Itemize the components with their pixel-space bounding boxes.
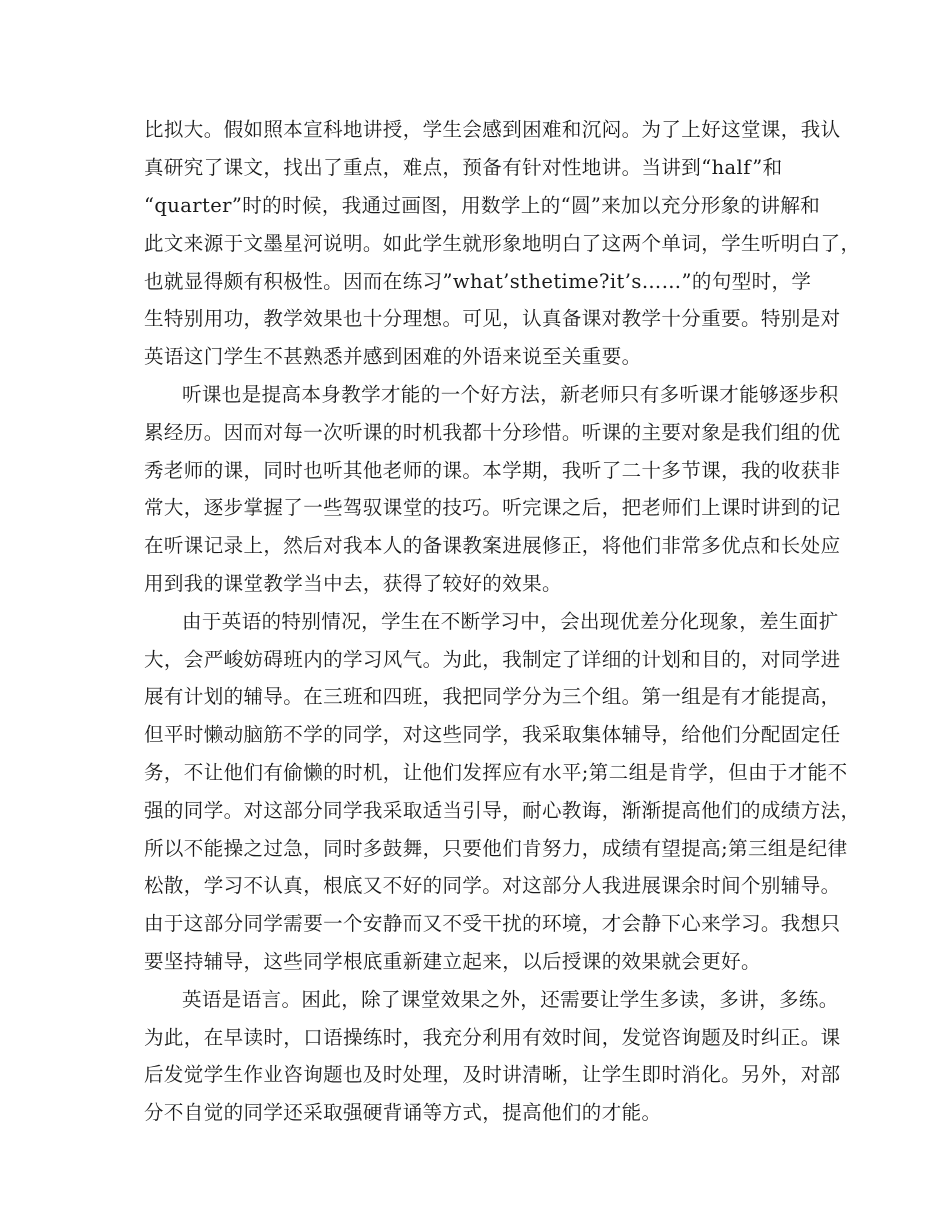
paragraph-first-line: 听课也是提高本身教学才能的一个好方法，新老师只有多听课才能够逐步积 <box>182 383 839 406</box>
text-line: 但平时懒动脑筋不学的同学，对这些同学，我采取集体辅导，给他们分配固定任 <box>144 723 841 746</box>
text-line: 松散，学习不认真，根底又不好的同学。对这部分人我进展课余时间个别辅导。 <box>144 874 841 897</box>
text-line: 累经历。因而对每一次听课的时机我都十分珍惜。听课的主要对象是我们组的优 <box>144 421 841 444</box>
text-line: 用到我的课堂教学当中去，获得了较好的效果。 <box>144 572 562 595</box>
text-line: 后发觉学生作业咨询题也及时处理，及时讲清晰，让学生即时消化。另外，对部 <box>144 1063 841 1086</box>
text-line: 分不自觉的同学还采取强硬背诵等方式，提高他们的才能。 <box>144 1101 662 1124</box>
text-line: “quarter”时的时候，我通过画图，用数学上的“圆”来加以充分形象的讲解和 <box>144 194 821 217</box>
text-line: 也就显得颇有积极性。因而在练习”what’sthetime?it’s……”的句型时，学 <box>144 270 812 293</box>
text-line: 所以不能操之过急，同时多鼓舞，只要他们肯努力，成绩有望提高;第三组是纪律 <box>144 837 848 860</box>
paragraph-first-line: 由于英语的特别情况，学生在不断学习中，会出现优差分化现象，差生面扩 <box>182 610 839 633</box>
text-line: 此文来源于文墨星河说明。如此学生就形象地明白了这两个单词，学生听明白了， <box>144 232 861 255</box>
paragraph-first-line: 英语是语言。困此，除了课堂效果之外，还需要让学生多读，多讲，多练。 <box>182 988 839 1011</box>
text-line: 比拟大。假如照本宣科地讲授，学生会感到困难和沉闷。为了上好这堂课，我认 <box>144 118 841 141</box>
text-line: 真研究了课文，找出了重点，难点，预备有针对性地讲。当讲到“half”和 <box>144 156 783 179</box>
text-line: 由于这部分同学需要一个安静而又不受干扰的环境，才会静下心来学习。我想只 <box>144 912 841 935</box>
text-line: 展有计划的辅导。在三班和四班，我把同学分为三个组。第一组是有才能提高， <box>144 685 841 708</box>
text-line: 秀老师的课，同时也听其他老师的课。本学期，我听了二十多节课，我的收获非 <box>144 459 841 482</box>
text-line: 要坚持辅导，这些同学根底重新建立起来，以后授课的效果就会更好。 <box>144 950 761 973</box>
text-line: 在听课记录上，然后对我本人的备课教案进展修正，将他们非常多优点和长处应 <box>144 534 841 557</box>
text-line: 英语这门学生不甚熟悉并感到困难的外语来说至关重要。 <box>144 345 642 368</box>
text-line: 大，会严峻妨碍班内的学习风气。为此，我制定了详细的计划和目的，对同学进 <box>144 648 841 671</box>
text-line: 为此，在早读时，口语操练时，我充分利用有效时间，发觉咨询题及时纠正。课 <box>144 1026 841 1049</box>
text-line: 强的同学。对这部分同学我采取适当引导，耐心教诲，渐渐提高他们的成绩方法， <box>144 799 861 822</box>
text-line: 常大，逐步掌握了一些驾驭课堂的技巧。听完课之后，把老师们上课时讲到的记 <box>144 496 841 519</box>
text-line: 务，不让他们有偷懒的时机，让他们发挥应有水平;第二组是肯学，但由于才能不 <box>144 761 848 784</box>
text-line: 生特别用功，教学效果也十分理想。可见，认真备课对教学十分重要。特别是对 <box>144 307 841 330</box>
